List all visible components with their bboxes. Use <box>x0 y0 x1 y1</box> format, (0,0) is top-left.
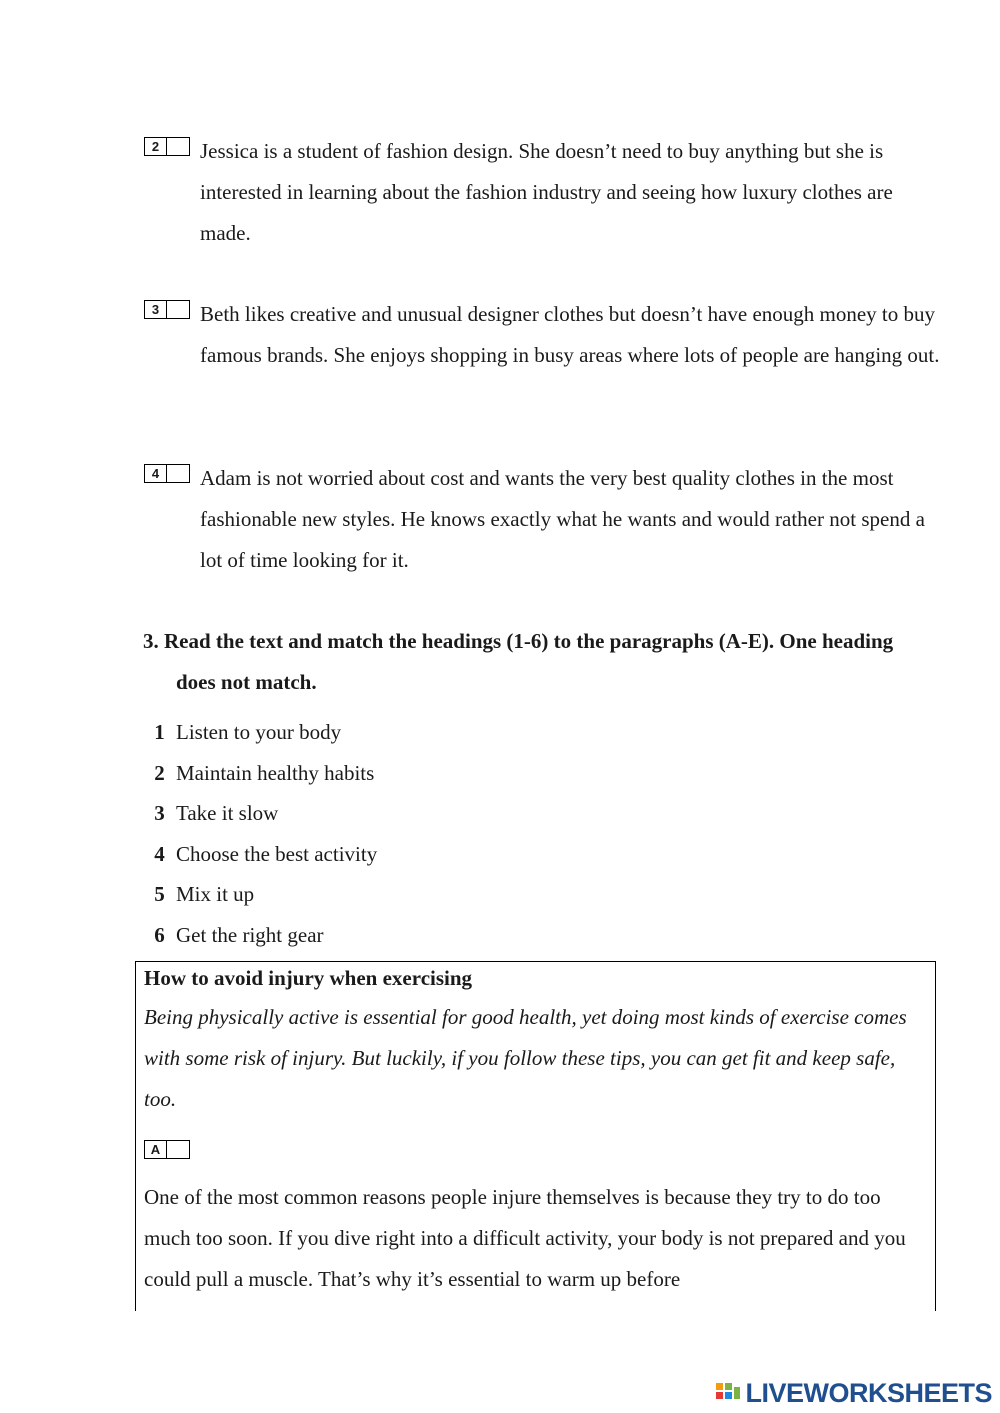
heading-number: 5 <box>154 882 165 907</box>
paragraph-label: A <box>145 1141 167 1158</box>
liveworksheets-logo <box>716 1376 992 1410</box>
heading-item-6 <box>143 915 643 956</box>
answer-input-4[interactable] <box>167 465 189 482</box>
paragraph-A-text: One of the most common reasons people injure themselves is because they try to do too much too soon. If you dive right into a difficult activity, your body is not prepared and you could pull a muscle. That’s why it’s essential to warm up before <box>144 1185 906 1291</box>
heading-number: 1 <box>154 720 165 744</box>
answer-box-2 <box>144 137 190 156</box>
heading-number: 3 <box>154 801 165 826</box>
answer-box-3 <box>144 300 190 319</box>
heading-text: Mix it up <box>176 882 255 907</box>
heading-item-5 <box>143 874 643 915</box>
article-box <box>135 961 936 1311</box>
article-intro: Being physically active is essential for good health, yet doing most kinds of exercise comes with some risk of injury. But luckily, if you follow these tips, you can get fit and keep safe, too. <box>144 1005 907 1111</box>
answer-box-number: 2 <box>145 138 167 155</box>
logo-mark-icon <box>716 1381 742 1405</box>
section-3-instructions: 3. Read the text and match the headings (1-6) to the paragraphs (A-E). One heading does not match. <box>143 629 894 694</box>
item-text: Beth likes creative and unusual designer clothes but doesn’t have enough money to buy famous brands. She enjoys shopping in busy areas where lots of people are hanging out. <box>200 302 940 367</box>
heading-text: Listen to your body <box>176 720 342 744</box>
logo-text: LIVEWORKSHEETS <box>745 1377 992 1408</box>
answer-input-A[interactable] <box>167 1141 189 1158</box>
heading-text: Take it slow <box>176 801 279 826</box>
heading-number: 6 <box>154 922 165 947</box>
match-item-4 <box>144 458 944 581</box>
heading-number: 4 <box>154 841 165 866</box>
heading-text: Maintain healthy habits <box>176 760 375 785</box>
heading-item-4 <box>143 834 643 875</box>
heading-item-1 <box>143 712 643 753</box>
heading-item-2 <box>143 753 643 794</box>
heading-text: Get the right gear <box>176 922 324 947</box>
answer-box-4 <box>144 464 190 483</box>
answer-input-3[interactable] <box>167 301 189 318</box>
item-text: Adam is not worried about cost and wants the very best quality clothes in the most fashionable new styles. He knows exactly what he wants and would rather not spend a lot of time looking for it. <box>200 466 925 572</box>
match-item-3 <box>144 294 944 376</box>
heading-item-3 <box>143 793 643 834</box>
match-item-2 <box>144 131 944 254</box>
heading-number: 2 <box>154 760 165 785</box>
answer-box-number: 3 <box>145 301 167 318</box>
heading-text: Choose the best activity <box>176 841 378 866</box>
answer-input-2[interactable] <box>167 138 189 155</box>
headings-list <box>143 712 643 956</box>
answer-box-number: 4 <box>145 465 167 482</box>
article-title: How to avoid injury when exercising <box>144 966 473 990</box>
answer-box-A <box>144 1140 190 1159</box>
item-text: Jessica is a student of fashion design. She doesn’t need to buy anything but she is interested in learning about the fashion industry and seeing how luxury clothes are made. <box>200 139 893 245</box>
